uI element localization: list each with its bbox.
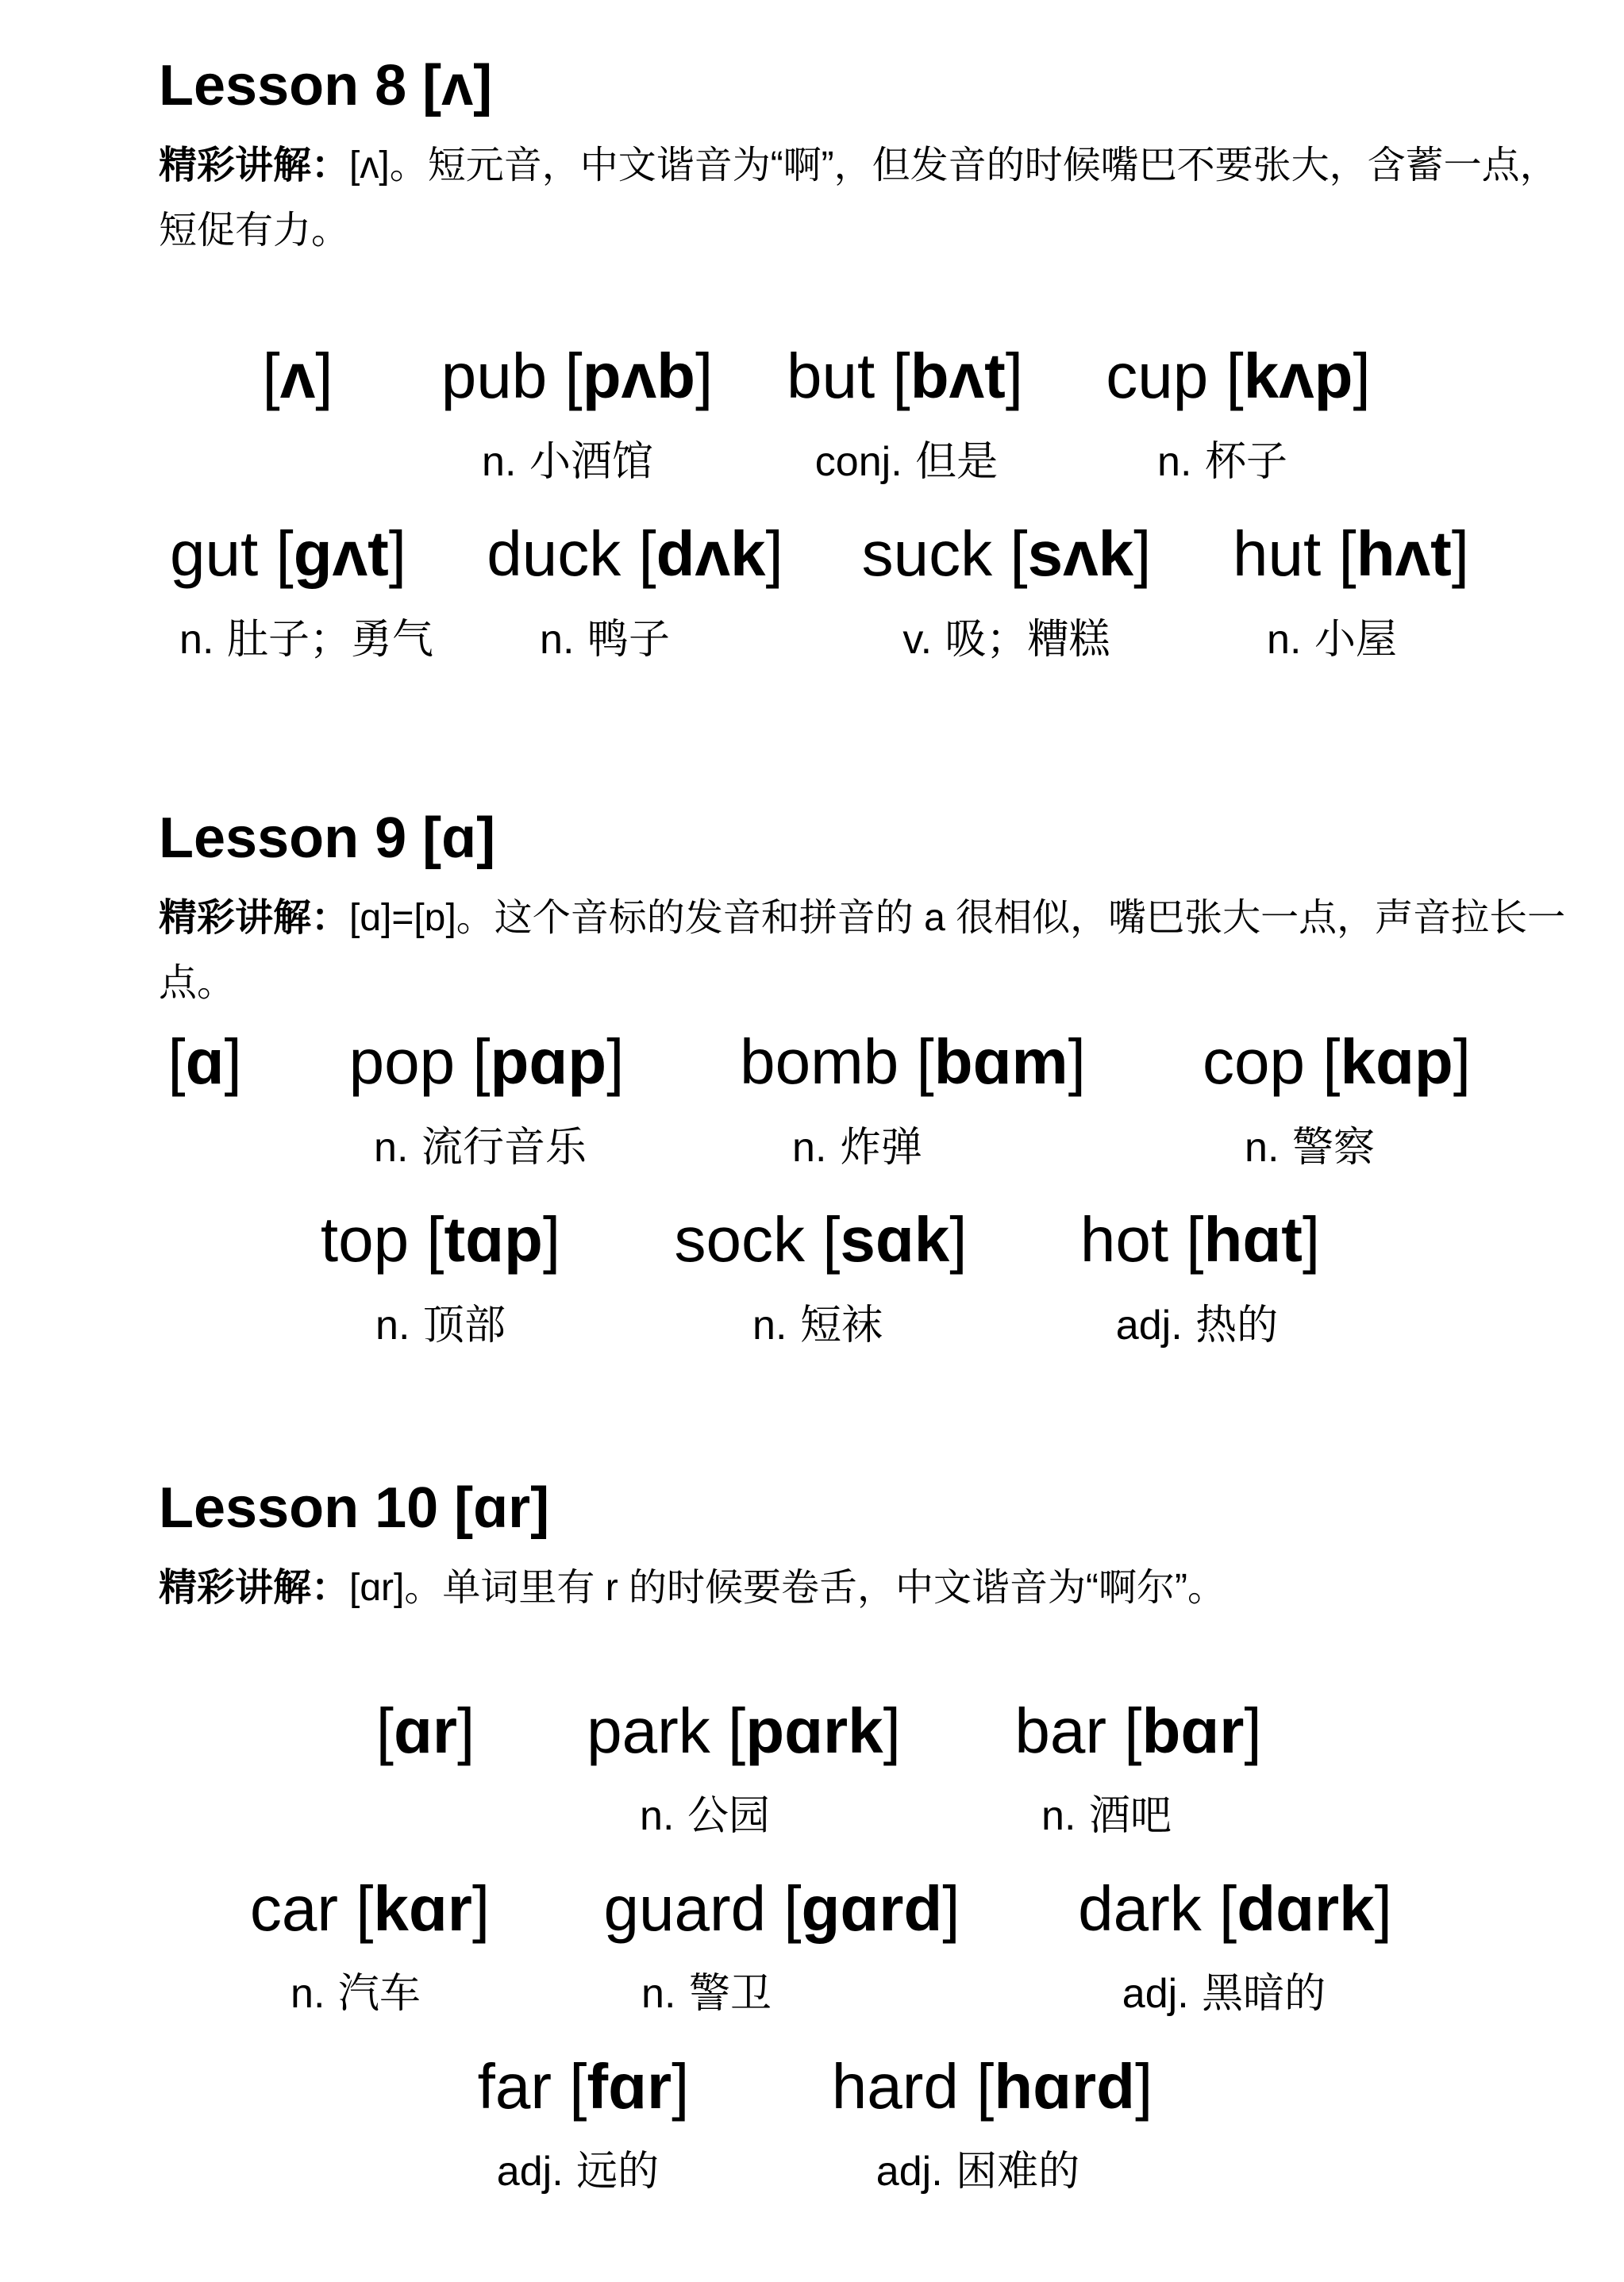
word-entry: bar [bɑr] — [1014, 1695, 1262, 1766]
word-meaning: n. 小酒馆 — [482, 438, 653, 486]
word-entry: hard [hɑrd] — [831, 2051, 1153, 2122]
word-entry: bomb [bɑm] — [740, 1026, 1086, 1097]
intro-label: 精彩讲解： — [159, 897, 350, 939]
word-meaning: n. 流行音乐 — [374, 1124, 587, 1172]
lesson-9-title: Lesson 9 [ɑ] — [159, 806, 496, 870]
word-meaning: n. 警卫 — [641, 1970, 772, 2018]
word-meaning: n. 顶部 — [375, 1302, 506, 1349]
word-entry: dark [dɑrk] — [1078, 1873, 1392, 1944]
word-meaning: n. 公园 — [640, 1792, 770, 1840]
lesson-8-intro — [159, 133, 1572, 263]
word-meaning: adj. 远的 — [496, 2148, 660, 2195]
word-meaning: n. 肚子；勇气 — [179, 616, 433, 664]
word-entry: gut [gʌt] — [170, 518, 406, 589]
word-entry: far [fɑr] — [477, 2051, 690, 2122]
word-meaning: n. 鸭子 — [540, 616, 670, 664]
lesson-9-intro — [159, 886, 1572, 1015]
word-meaning: conj. 但是 — [814, 438, 999, 486]
word-entry: pop [pɑp] — [348, 1026, 625, 1097]
word-meaning: adj. 黑暗的 — [1122, 1970, 1326, 2018]
word-entry: duck [dʌk] — [487, 518, 783, 589]
word-entry: suck [sʌk] — [861, 518, 1152, 589]
word-entry: [ɑr] — [375, 1695, 475, 1766]
word-meaning: n. 杯子 — [1157, 438, 1287, 486]
word-meaning: adj. 困难的 — [875, 2148, 1080, 2195]
word-meaning: n. 警察 — [1245, 1124, 1375, 1172]
word-entry: top [tɑp] — [320, 1204, 561, 1275]
intro-label: 精彩讲解： — [159, 1567, 350, 1609]
word-entry: pub [pʌb] — [441, 341, 714, 411]
word-meaning: n. 汽车 — [291, 1970, 421, 2018]
intro-text: [ɑr]。单词里有 r 的时候要卷舌，中文谐音为“啊尔”。 — [349, 1567, 1226, 1609]
intro-label: 精彩讲解： — [159, 144, 350, 187]
intro-text: [ɑ]=[ɒ]。这个音标的发音和拼音的 a 很相似，嘴巴张大一点，声音拉长一点。 — [159, 897, 1566, 1004]
word-meaning: n. 小屋 — [1267, 616, 1397, 664]
word-entry: car [kɑr] — [249, 1873, 491, 1944]
word-meaning: n. 酒吧 — [1041, 1792, 1172, 1840]
word-entry: [ʌ] — [262, 341, 333, 411]
word-meaning: n. 炸弹 — [792, 1124, 922, 1172]
word-entry: hut [hʌt] — [1233, 518, 1469, 589]
lesson-10-intro — [159, 1556, 1572, 1621]
intro-text: [ʌ]。短元音，中文谐音为“啊”，但发音的时候嘴巴不要张大，含蓄一点，短促有力。 — [159, 144, 1558, 252]
word-entry: cop [kɑp] — [1203, 1026, 1471, 1097]
word-meaning: n. 短袜 — [752, 1302, 883, 1349]
word-entry: guard [gɑrd] — [603, 1873, 960, 1944]
word-entry: [ɑ] — [167, 1026, 242, 1097]
word-entry: but [bʌt] — [787, 341, 1023, 411]
word-entry: cup [kʌp] — [1106, 341, 1371, 411]
word-meaning: v. 吸；糟糕 — [902, 616, 1110, 664]
word-entry: park [pɑrk] — [587, 1695, 901, 1766]
lesson-8-title: Lesson 8 [ʌ] — [159, 54, 493, 117]
word-entry: hot [hɑt] — [1079, 1204, 1321, 1275]
lesson-10-title: Lesson 10 [ɑr] — [159, 1476, 550, 1540]
word-meaning: adj. 热的 — [1115, 1302, 1279, 1349]
word-entry: sock [sɑk] — [674, 1204, 968, 1275]
